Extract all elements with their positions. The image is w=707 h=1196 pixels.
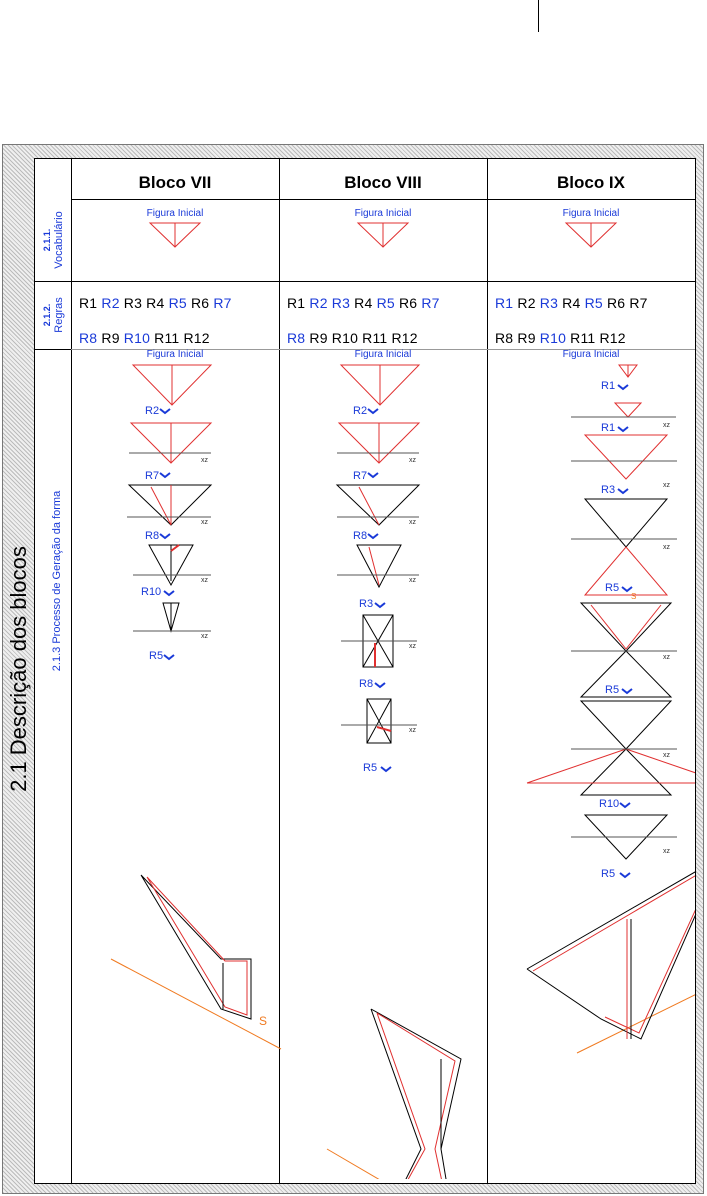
rule-r7: R7 bbox=[629, 295, 648, 311]
step-label: R5 bbox=[605, 582, 620, 594]
rules-list-bloco-vii bbox=[79, 330, 210, 346]
rule-r7: R7 bbox=[421, 295, 440, 311]
step-label: R8 bbox=[359, 678, 374, 690]
rule-r7: R7 bbox=[213, 295, 232, 311]
rule-r10: R10 bbox=[539, 330, 571, 346]
svg-text:xz: xz bbox=[201, 577, 208, 584]
rule-r8: R8 bbox=[79, 330, 102, 346]
row-label-process: 2.1.3 Processo de Geração da forma bbox=[51, 490, 63, 672]
step-label: R5 bbox=[605, 684, 620, 696]
side-title-area bbox=[4, 146, 34, 1192]
rule-r9: R9 bbox=[309, 330, 332, 346]
orientation-axis bbox=[111, 959, 281, 1049]
rule-r11: R11 bbox=[154, 330, 184, 346]
row-label-vocab bbox=[41, 211, 65, 269]
step-label: R10 bbox=[599, 798, 620, 810]
process-bloco-ix bbox=[527, 365, 695, 1053]
step-label: R8 bbox=[145, 530, 160, 542]
step-label: R3 bbox=[601, 484, 616, 496]
rules-list-bloco-ix bbox=[495, 330, 626, 346]
side-title: 2.1 Descrição dos blocos bbox=[6, 546, 31, 792]
step-label: R8 bbox=[353, 530, 368, 542]
svg-text:xz: xz bbox=[201, 519, 208, 526]
orientation-axis bbox=[327, 1149, 481, 1179]
process-bloco-vii bbox=[111, 365, 281, 1049]
rule-r1: R1 bbox=[495, 295, 518, 311]
svg-text:xz: xz bbox=[409, 577, 416, 584]
rules-list-bloco-ix bbox=[495, 295, 648, 311]
rule-r1: R1 bbox=[287, 295, 310, 311]
rule-r4: R4 bbox=[562, 295, 585, 311]
rule-r3: R3 bbox=[331, 295, 355, 311]
rule-r2: R2 bbox=[309, 295, 332, 311]
initial-figure-triangles bbox=[71, 221, 695, 251]
rule-r12: R12 bbox=[183, 330, 210, 346]
step-label: R1 bbox=[601, 380, 616, 392]
column-title-bloco-vii: Bloco VII bbox=[138, 173, 212, 192]
grid-line bbox=[35, 349, 71, 350]
rule-r5: R5 bbox=[376, 295, 399, 311]
svg-text:xz: xz bbox=[663, 544, 670, 551]
row-label-rules bbox=[41, 297, 65, 332]
blocks-table bbox=[34, 158, 696, 1184]
rule-r8: R8 bbox=[287, 330, 310, 346]
svg-text:xz: xz bbox=[663, 654, 670, 661]
rule-r5: R5 bbox=[168, 295, 191, 311]
step-label: R2 bbox=[353, 405, 368, 417]
initial-figure-label: Figura Inicial bbox=[146, 208, 204, 219]
rule-r5: R5 bbox=[584, 295, 607, 311]
svg-text:xz: xz bbox=[409, 727, 416, 734]
rule-r4: R4 bbox=[354, 295, 377, 311]
row-rules-label: Regras bbox=[53, 297, 65, 333]
rule-r6: R6 bbox=[190, 295, 214, 311]
process-initial-label: Figura Inicial bbox=[146, 349, 204, 360]
generation-process-diagram bbox=[71, 359, 695, 1179]
rule-r6: R6 bbox=[398, 295, 422, 311]
rules-list-bloco-viii bbox=[287, 295, 440, 311]
step-label: R7 bbox=[353, 470, 368, 482]
rule-r10: R10 bbox=[123, 330, 155, 346]
step-label: R5 bbox=[149, 650, 164, 662]
step-label: R1 bbox=[601, 422, 616, 434]
svg-text:xz: xz bbox=[201, 633, 208, 640]
initial-figure-label: Figura Inicial bbox=[354, 208, 412, 219]
rule-r9: R9 bbox=[517, 330, 540, 346]
row-vocab-number: 2.1.1. bbox=[42, 228, 52, 252]
step-label: R5 bbox=[601, 868, 616, 880]
svg-text:xz: xz bbox=[409, 643, 416, 650]
s-label: S bbox=[259, 1014, 268, 1028]
rule-r8: R8 bbox=[495, 330, 518, 346]
page-marker bbox=[538, 0, 539, 32]
step-label: R5 bbox=[363, 762, 378, 774]
rule-r10: R10 bbox=[331, 330, 363, 346]
rules-list-bloco-viii bbox=[287, 330, 418, 346]
svg-text:xz: xz bbox=[409, 519, 416, 526]
rule-r4: R4 bbox=[146, 295, 169, 311]
svg-text:S: S bbox=[631, 592, 637, 601]
svg-text:xz: xz bbox=[663, 422, 670, 429]
column-title-bloco-viii: Bloco VIII bbox=[344, 173, 422, 192]
rule-r2: R2 bbox=[101, 295, 124, 311]
rule-r9: R9 bbox=[101, 330, 124, 346]
svg-text:xz: xz bbox=[663, 482, 670, 489]
process-initial-label: Figura Inicial bbox=[354, 349, 412, 360]
svg-text:xz: xz bbox=[663, 848, 670, 855]
rule-r6: R6 bbox=[606, 295, 630, 311]
step-label: R2 bbox=[145, 405, 160, 417]
axis-label: xz bbox=[201, 457, 208, 464]
process-bloco-viii bbox=[327, 365, 483, 1179]
rule-r12: R12 bbox=[391, 330, 418, 346]
rule-r1: R1 bbox=[79, 295, 102, 311]
step-label: R7 bbox=[145, 470, 160, 482]
rule-r3: R3 bbox=[123, 295, 147, 311]
grid-line bbox=[71, 199, 695, 200]
column-title-bloco-ix: Bloco IX bbox=[556, 173, 625, 192]
initial-figure-label: Figura Inicial bbox=[562, 208, 620, 219]
rule-r12: R12 bbox=[599, 330, 626, 346]
step-label: R10 bbox=[141, 586, 162, 598]
grid-line bbox=[35, 281, 695, 282]
orientation-axis bbox=[577, 979, 695, 1053]
svg-text:xz: xz bbox=[409, 457, 416, 464]
row-rules-number: 2.1.2. bbox=[42, 303, 52, 327]
step-label: R3 bbox=[359, 598, 374, 610]
rule-r2: R2 bbox=[517, 295, 540, 311]
rule-r11: R11 bbox=[362, 330, 392, 346]
process-initial-label: Figura Inicial bbox=[562, 349, 620, 360]
rule-r3: R3 bbox=[539, 295, 563, 311]
svg-text:xz: xz bbox=[663, 752, 670, 759]
rules-list-bloco-vii bbox=[79, 295, 232, 311]
rule-r11: R11 bbox=[570, 330, 600, 346]
row-vocab-label: Vocabulário bbox=[53, 211, 65, 269]
step-arrow-icon bbox=[160, 409, 170, 413]
